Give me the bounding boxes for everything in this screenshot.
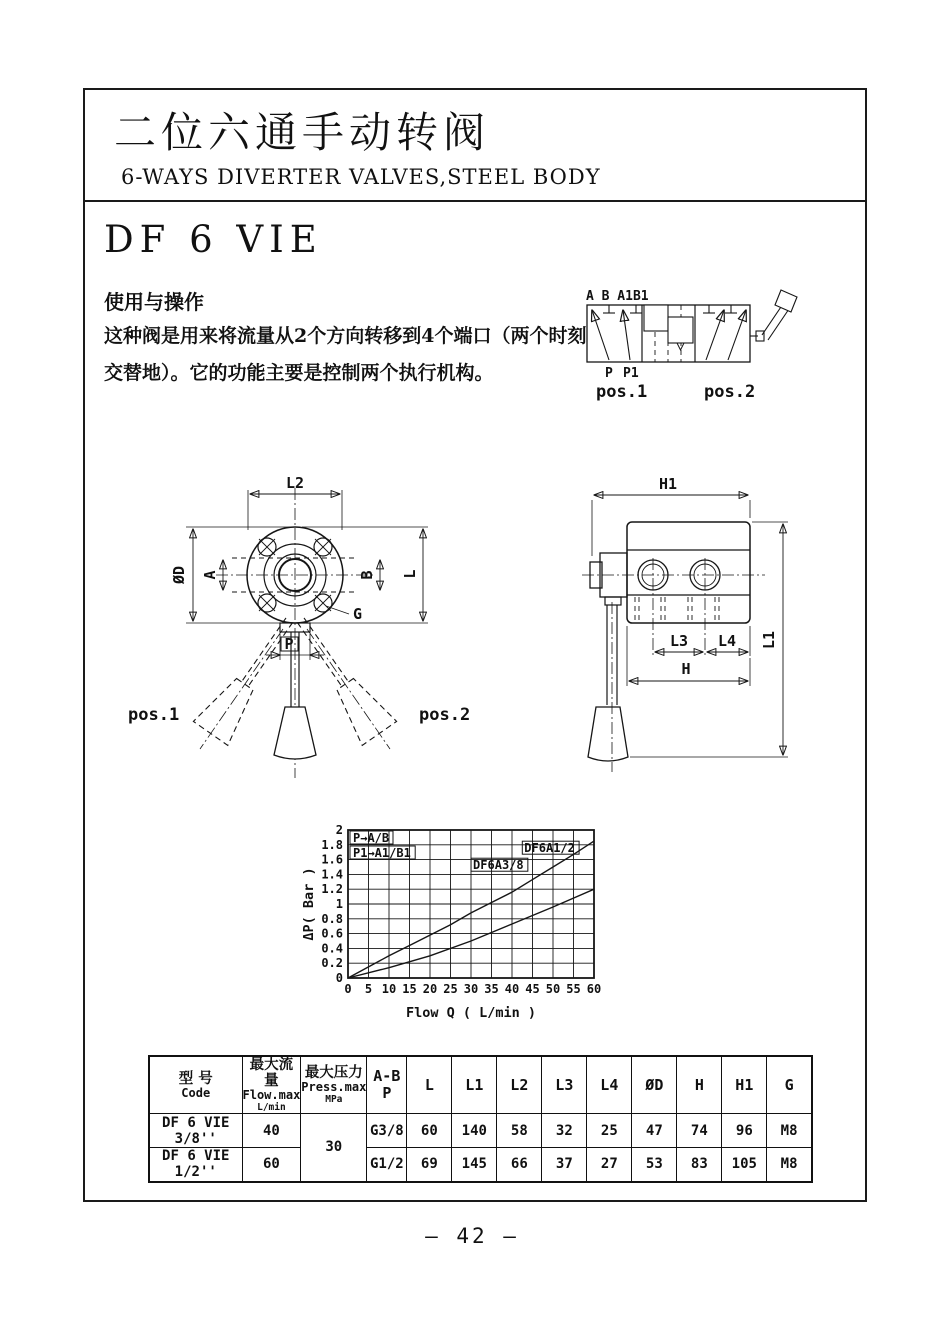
column-header-G: G bbox=[767, 1056, 812, 1114]
intro-heading: 使用与操作 bbox=[104, 290, 204, 314]
dim-a-label: A bbox=[201, 570, 219, 580]
column-header-flow bbox=[242, 1056, 301, 1114]
header-press-unit: MPa bbox=[325, 1094, 343, 1105]
cell-dimension: 37 bbox=[542, 1148, 587, 1182]
page-number: — 42 — bbox=[425, 1224, 519, 1248]
schematic-pos2-label: pos.2 bbox=[704, 382, 756, 402]
header-port-line2: P bbox=[382, 1084, 392, 1102]
schematic-port-p1-label: P1 bbox=[623, 366, 639, 381]
series-label: DF6A1/2 bbox=[524, 841, 575, 856]
front-pos1-label: pos.1 bbox=[128, 705, 180, 725]
front-pos2-label: pos.2 bbox=[419, 705, 471, 725]
x-tick-label: 55 bbox=[566, 982, 581, 996]
cell-dimension: 105 bbox=[722, 1148, 767, 1182]
intro-text-line: 交替地）。它的功能主要是控制两个执行机构。 bbox=[104, 362, 494, 384]
schematic-port-p-label: P bbox=[605, 366, 613, 381]
column-header-OD: ØD bbox=[632, 1056, 677, 1114]
x-tick-label: 30 bbox=[463, 982, 479, 996]
header-press-cn: 最大压力 bbox=[304, 1064, 363, 1081]
x-tick-label: 0 bbox=[344, 982, 352, 996]
schematic-top-port-labels: A B A1B1 bbox=[586, 289, 649, 304]
cell-dimension: 69 bbox=[407, 1148, 452, 1182]
pressure-drop-chart bbox=[300, 812, 635, 1027]
column-header-pressure bbox=[301, 1056, 367, 1114]
cell-port-thread: G3/8 bbox=[367, 1114, 407, 1148]
y-tick-label: 0 bbox=[335, 971, 343, 985]
cell-dimension: 74 bbox=[677, 1114, 722, 1148]
x-tick-label: 35 bbox=[484, 982, 499, 996]
cell-dimension: 83 bbox=[677, 1148, 722, 1182]
x-tick-label: 50 bbox=[545, 982, 561, 996]
x-tick-label: 20 bbox=[422, 982, 438, 996]
dim-l4-label: L4 bbox=[717, 632, 737, 650]
x-tick-label: 40 bbox=[504, 982, 520, 996]
column-header-H1: H1 bbox=[722, 1056, 767, 1114]
header-code-en: Code bbox=[181, 1085, 211, 1100]
dim-p-label: P bbox=[284, 635, 294, 653]
page-subtitle: 6-WAYS DIVERTER VALVES,STEEL BODY bbox=[121, 165, 601, 189]
legend-entry: P1→A1/B1 bbox=[353, 846, 411, 860]
column-header-L3: L3 bbox=[542, 1056, 587, 1114]
dim-l1-label: L1 bbox=[760, 630, 778, 650]
header-flow-en: Flow.max bbox=[242, 1088, 301, 1102]
cell-dimension: 145 bbox=[452, 1148, 497, 1182]
dim-h-label: H bbox=[681, 660, 691, 678]
schematic-pos1-label: pos.1 bbox=[596, 382, 648, 402]
cell-code: DF 6 VIE 3/8'' bbox=[149, 1114, 242, 1148]
cell-dimension: 60 bbox=[407, 1114, 452, 1148]
x-tick-label: 60 bbox=[586, 982, 602, 996]
dim-l2-label: L2 bbox=[285, 474, 305, 492]
page-title: 二位六通手动转阀 bbox=[114, 108, 491, 157]
cell-dimension: 25 bbox=[587, 1114, 632, 1148]
y-tick-label: 1.4 bbox=[321, 867, 343, 882]
y-tick-label: 0.4 bbox=[321, 941, 343, 956]
table-row bbox=[149, 1114, 812, 1148]
x-tick-label: 5 bbox=[364, 982, 373, 996]
cell-press-max: 30 bbox=[301, 1114, 367, 1182]
header-flow-cn: 最大流量 bbox=[249, 1056, 294, 1089]
column-header-L: L bbox=[407, 1056, 452, 1114]
cell-dimension: 53 bbox=[632, 1148, 677, 1182]
y-tick-label: 0.6 bbox=[321, 926, 343, 941]
table-row bbox=[149, 1148, 812, 1182]
header-port-line1: A-B bbox=[373, 1067, 401, 1085]
cell-flow-max: 40 bbox=[242, 1114, 301, 1148]
cell-dimension: M8 bbox=[767, 1148, 812, 1182]
y-tick-label: 1.6 bbox=[321, 852, 343, 867]
column-header-H: H bbox=[677, 1056, 722, 1114]
y-tick-label: 1.8 bbox=[321, 837, 343, 852]
dim-l3-label: L3 bbox=[669, 632, 689, 650]
x-tick-label: 45 bbox=[525, 982, 540, 996]
intro-text-line: 这种阀是用来将流量从2个方向转移到4个端口（两个时刻 bbox=[104, 325, 587, 347]
cell-port-thread: G1/2 bbox=[367, 1148, 407, 1182]
dim-l-label: L bbox=[401, 569, 419, 579]
y-tick-label: 0.2 bbox=[321, 956, 343, 971]
dim-od-label: ØD bbox=[170, 565, 188, 585]
dim-h1-label: H1 bbox=[658, 475, 678, 493]
y-axis-title: ΔP( Bar ) bbox=[301, 867, 317, 941]
x-tick-label: 15 bbox=[402, 982, 417, 996]
model-name: DF 6 VIE bbox=[104, 218, 323, 261]
header-separator bbox=[83, 200, 867, 202]
header-flow-unit: L/min bbox=[257, 1102, 286, 1113]
cell-dimension: 140 bbox=[452, 1114, 497, 1148]
column-header-L4: L4 bbox=[587, 1056, 632, 1114]
column-header-L1: L1 bbox=[452, 1056, 497, 1114]
column-header-port bbox=[367, 1056, 407, 1114]
cell-flow-max: 60 bbox=[242, 1148, 301, 1182]
y-tick-label: 1 bbox=[335, 897, 343, 911]
dim-g-label: G bbox=[353, 605, 363, 623]
table-header-row bbox=[149, 1056, 812, 1114]
cell-dimension: M8 bbox=[767, 1114, 812, 1148]
spec-table bbox=[148, 1055, 813, 1183]
x-axis-title: Flow Q ( L/min ) bbox=[405, 1005, 537, 1021]
series-label: DF6A3/8 bbox=[473, 858, 524, 873]
y-tick-label: 0.8 bbox=[321, 911, 343, 926]
cell-dimension: 47 bbox=[632, 1114, 677, 1148]
column-header-L2: L2 bbox=[497, 1056, 542, 1114]
dim-b-label: B bbox=[358, 570, 376, 580]
cell-dimension: 96 bbox=[722, 1114, 767, 1148]
cell-dimension: 27 bbox=[587, 1148, 632, 1182]
header-code-cn: 型 号 bbox=[178, 1069, 213, 1087]
x-tick-label: 10 bbox=[381, 982, 397, 996]
cell-dimension: 32 bbox=[542, 1114, 587, 1148]
table-body bbox=[149, 1114, 812, 1182]
y-tick-label: 2 bbox=[335, 823, 343, 837]
side-view-drawing bbox=[560, 460, 880, 790]
valve-symbol-schematic bbox=[578, 284, 870, 404]
header-press-en: Press.max bbox=[301, 1080, 367, 1094]
y-tick-label: 1.2 bbox=[321, 882, 343, 897]
cell-dimension: 66 bbox=[497, 1148, 542, 1182]
column-header-code bbox=[149, 1056, 242, 1114]
legend-entry: P→A/B bbox=[353, 831, 390, 845]
front-view-drawing bbox=[120, 460, 470, 790]
cell-code: DF 6 VIE 1/2'' bbox=[149, 1148, 242, 1182]
cell-dimension: 58 bbox=[497, 1114, 542, 1148]
x-tick-label: 25 bbox=[443, 982, 458, 996]
